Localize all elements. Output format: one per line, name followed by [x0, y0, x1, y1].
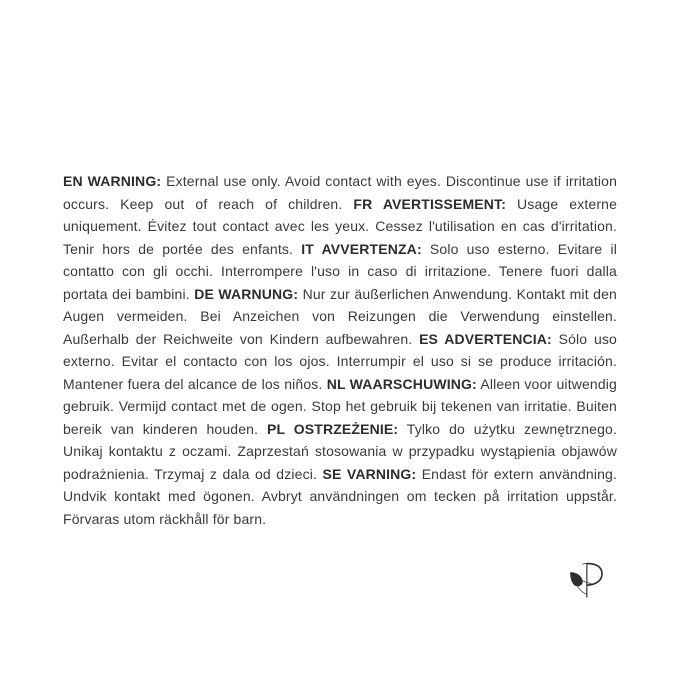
lang-label-nl: NL WAARSCHUWING:: [326, 375, 477, 392]
lang-label-it: IT AVVERTENZA:: [301, 240, 422, 257]
lang-label-en: EN WARNING:: [63, 173, 162, 189]
lang-label-de: DE WARNUNG:: [194, 285, 299, 302]
brand-logo-p-leaf-icon: [566, 551, 612, 609]
warning-text-fr: Usage externe uniquement. Évitez tout contact avec les yeux. Cessez l'utilisation en cas d'irritation. Tenir hors de portée des enfants.: [63, 195, 618, 257]
warning-text-it: Solo uso esterno. Evitare il contatto con gli occhi. Interrompere l'uso in caso di irritazione. Tenere fuori dalla portata dei bambini.: [63, 240, 617, 302]
warning-text-se: Endast för extern användning. Undvik kontakt med ögonen. Avbryt användningen om tecken på irritation uppstår. Förvaras utom räckhåll för barn.: [63, 465, 618, 527]
warning-text-en: External use only. Avoid contact with eyes. Discontinue use if irritation occurs. Keep out of reach of children.: [63, 173, 618, 212]
warning-paragraph: [63, 170, 617, 530]
lang-label-fr: FR AVERTISSEMENT:: [353, 195, 507, 212]
lang-label-es: ES ADVERTENCIA:: [419, 330, 552, 347]
lang-label-pl: PL OSTRZEŻENIE:: [266, 420, 399, 437]
warning-text-de: Nur zur äußerlichen Anwendung. Kontakt mit den Augen vermeiden. Bei Anzeichen von Reizungen die Verwendung einstellen. Außerhalb der Reichweite von Kindern aufbewahren.: [63, 285, 617, 347]
warning-text-pl: Tylko do użytku zewnętrznego. Unikaj kontaktu z oczami. Zaprzestań stosowania w przypadku wystąpienia objawów podrażnienia. Trzymaj z dala od dzieci.: [63, 420, 617, 482]
warning-text-es: Sólo uso externo. Evitar el contacto con los ojos. Interrumpir el uso si se produce irritación. Mantener fuera del alcance de los niños.: [63, 330, 617, 392]
lang-label-se: SE VARNING:: [322, 465, 417, 482]
warning-text-nl: Alleen voor uitwendig gebruik. Vermijd contact met de ogen. Stop het gebruik bij tekenen van irritatie. Buiten bereik van kinderen houden.: [63, 375, 617, 437]
